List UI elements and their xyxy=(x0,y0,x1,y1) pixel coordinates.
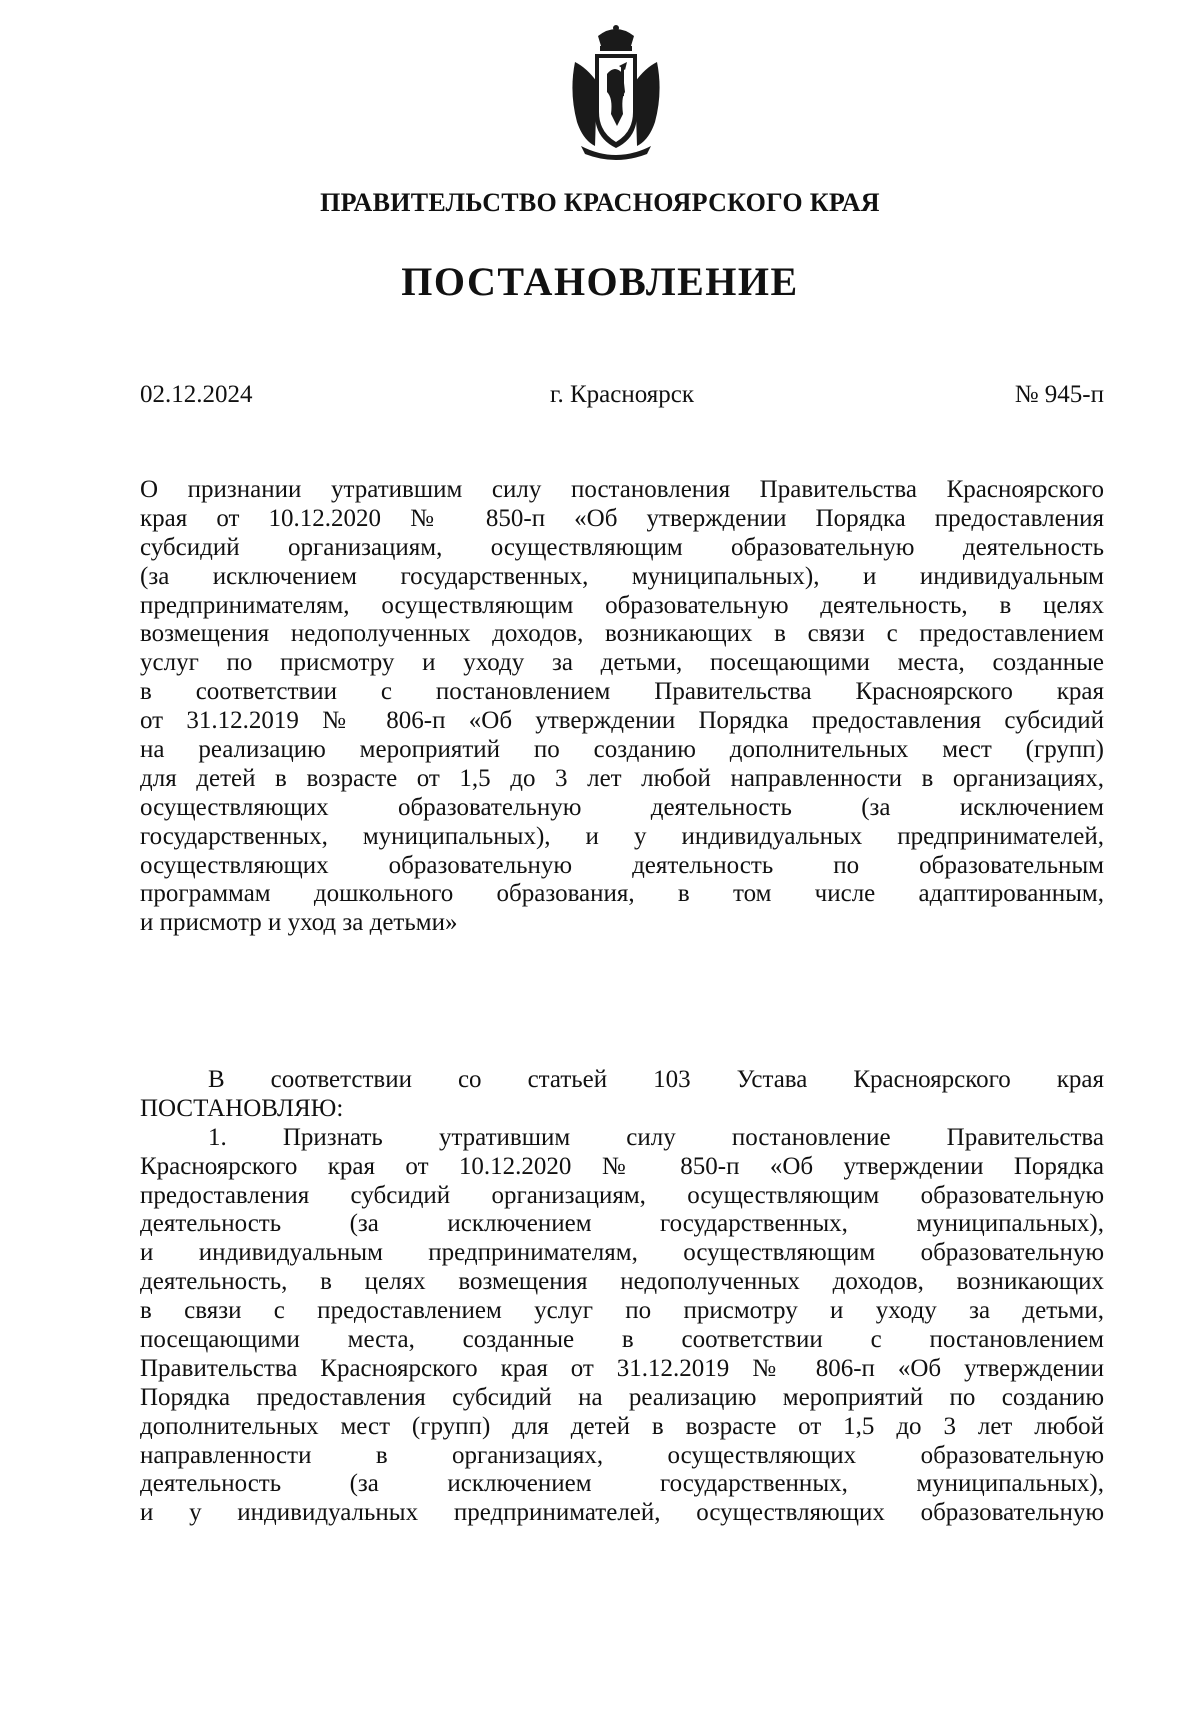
document-date: 02.12.2024 xyxy=(140,381,253,408)
title-line: от 31.12.2019 № 806-п «Об утверждении Порядка предоставления субсидий xyxy=(140,707,1104,735)
document-number: № 945-п xyxy=(1014,381,1104,408)
body-line: посещающими места, созданные в соответствии с постановлением xyxy=(140,1326,1104,1354)
body-line: 1. Признать утратившим силу постановление Правительства xyxy=(208,1123,1104,1151)
document-body xyxy=(140,1066,1104,1528)
title-line: на реализацию мероприятий по созданию дополнительных мест (групп) xyxy=(140,736,1104,764)
body-line: В соответствии со статьей 103 Устава Красноярского края xyxy=(208,1066,1104,1093)
document-meta-row xyxy=(140,381,1104,411)
body-line: Красноярского края от 10.12.2020 № 850-п «Об утверждении Порядка xyxy=(140,1152,1104,1180)
title-line: и присмотр и уход за детьми» xyxy=(140,909,458,937)
title-line: края от 10.12.2020 № 850-п «Об утверждении Порядка предоставления xyxy=(140,504,1104,532)
body-line: и у индивидуальных предпринимателей, осуществляющих образовательную xyxy=(140,1499,1104,1527)
body-line: и индивидуальным предпринимателям, осуществляющим образовательную xyxy=(140,1239,1104,1267)
krasnoyarsk-coat-of-arms-icon xyxy=(565,22,667,160)
title-line: осуществляющих образовательную деятельность по образовательным xyxy=(140,851,1104,879)
body-line: в связи с предоставлением услуг по присмотру и уходу за детьми, xyxy=(140,1297,1104,1325)
document-city: г. Красноярск xyxy=(550,381,694,408)
document-subject-title xyxy=(140,476,1104,938)
title-line: государственных, муниципальных), и у индивидуальных предпринимателей, xyxy=(140,822,1104,850)
body-line: деятельность (за исключением государственных, муниципальных), xyxy=(140,1210,1104,1238)
document-type-heading: ПОСТАНОВЛЕНИЕ xyxy=(401,259,799,304)
title-line: в соответствии с постановлением Правительства Красноярского края xyxy=(140,678,1104,706)
body-line: дополнительных мест (групп) для детей в возрасте от 1,5 до 3 лет любой xyxy=(140,1412,1104,1440)
title-line: О признании утратившим силу постановления Правительства Красноярского xyxy=(140,476,1104,503)
title-line: осуществляющих образовательную деятельность (за исключением xyxy=(140,793,1104,821)
title-line: предпринимателям, осуществляющим образовательную деятельность, в целях xyxy=(140,591,1104,619)
title-line: возмещения недополученных доходов, возникающих в связи с предоставлением xyxy=(140,620,1104,648)
body-line: Правительства Красноярского края от 31.12.2019 № 806-п «Об утверждении xyxy=(140,1354,1104,1382)
body-line: предоставления субсидий организациям, осуществляющим образовательную xyxy=(140,1181,1104,1209)
title-line: для детей в возрасте от 1,5 до 3 лет любой направленности в организациях, xyxy=(140,764,1104,792)
title-line: (за исключением государственных, муниципальных), и индивидуальным xyxy=(140,562,1104,590)
title-line: программам дошкольного образования, в том числе адаптированным, xyxy=(140,880,1104,908)
organization-title: ПРАВИТЕЛЬСТВО КРАСНОЯРСКОГО КРАЯ xyxy=(320,188,880,217)
body-line: деятельность, в целях возмещения недополученных доходов, возникающих xyxy=(140,1268,1104,1296)
title-line: субсидий организациям, осуществляющим образовательную деятельность xyxy=(140,533,1104,561)
body-line: Порядка предоставления субсидий на реализацию мероприятий по созданию xyxy=(140,1383,1104,1411)
body-line-decree: ПОСТАНОВЛЯЮ: xyxy=(140,1094,344,1122)
title-line: услуг по присмотру и уходу за детьми, посещающими места, созданные xyxy=(140,649,1104,677)
body-line: направленности в организациях, осуществляющих образовательную xyxy=(140,1441,1104,1469)
body-line: деятельность (за исключением государственных, муниципальных), xyxy=(140,1470,1104,1498)
